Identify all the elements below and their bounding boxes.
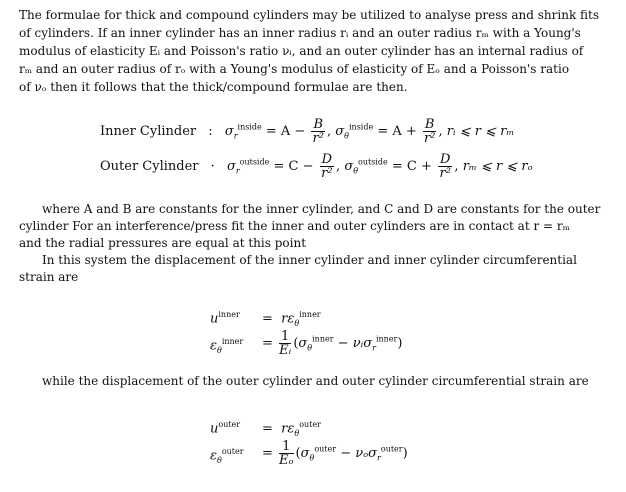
sigma: σ — [226, 159, 236, 174]
epsilon: ε — [210, 338, 217, 354]
sub: θ — [294, 318, 300, 328]
sup: inner — [375, 334, 398, 344]
paren: ( — [293, 336, 299, 351]
op: = C + — [387, 159, 436, 174]
u: u — [210, 421, 219, 437]
num: D — [321, 152, 333, 167]
equals: = — [262, 336, 273, 351]
op: − — [333, 336, 353, 351]
intro-line: rₘ and an outer radius of rₒ with a Young's modulus of elasticity of Eₒ and a Poisson's ratio — [19, 62, 570, 76]
den: Eᵢ — [279, 343, 292, 358]
sup: outside — [358, 157, 388, 167]
sup: inside — [348, 122, 374, 132]
epsilon: ε — [287, 421, 295, 437]
sup: outer — [314, 444, 337, 454]
sup: outside — [239, 157, 270, 167]
equals: = — [262, 421, 273, 437]
body-line: strain are — [19, 270, 79, 284]
r: r — [281, 311, 288, 327]
inner-displacement-eq — [210, 310, 240, 326]
nu: νₒ — [355, 446, 369, 461]
intro-line: of cylinders. If an inner cylinder has an inner radius rᵢ and an outer radius rₘ with a Young's — [19, 26, 581, 40]
fraction — [320, 153, 334, 180]
fraction — [279, 440, 294, 467]
sigma: σ — [335, 124, 345, 139]
den: r² — [439, 166, 451, 181]
intro-line: of νₒ then it follows that the thick/compound formulae are then. — [19, 80, 408, 94]
num: 1 — [281, 329, 290, 344]
paren: ) — [402, 446, 408, 461]
sigma: σ — [368, 446, 378, 461]
eq-rhs — [262, 420, 321, 438]
sub: θ — [344, 131, 349, 141]
inner-cylinder-equation: Inner Cylinder : $\sigma_r^{inside} = A$ − $\frac{B}{\text{r²}}$ , $\sigma_\theta^{inside} = A$ + $\frac{B}{\text{r²}}$ , rᵢ ⩽ r ⩽ rₘ — [100, 117, 515, 146]
sub: r — [233, 131, 238, 141]
sub: θ — [216, 455, 222, 465]
outer-strain-eq — [210, 447, 244, 465]
eq-rhs — [262, 330, 402, 357]
fraction — [438, 153, 452, 180]
r: r — [281, 421, 288, 437]
sub: θ — [309, 453, 315, 463]
num: D — [439, 152, 451, 167]
sub: r — [377, 453, 381, 463]
epsilon: ε — [287, 311, 295, 327]
epsilon: ε — [210, 448, 217, 464]
den: r² — [321, 166, 333, 181]
eq-rhs — [262, 440, 408, 467]
nu: νᵢ — [352, 336, 364, 351]
equals: = — [262, 446, 273, 461]
op: = A + — [373, 124, 421, 139]
sub: θ — [294, 428, 300, 438]
intro-line: modulus of elasticity Eᵢ and Poisson's ratio νᵢ, and an outer cylinder has an internal radius of — [19, 44, 584, 58]
sigma: σ — [224, 124, 234, 139]
range: rₘ ⩽ r ⩽ rₒ — [462, 159, 533, 174]
sub: θ — [216, 345, 222, 355]
sup: inner — [221, 337, 244, 346]
sub: r — [235, 166, 240, 176]
range: rᵢ ⩽ r ⩽ rₘ — [446, 124, 515, 139]
fraction — [423, 118, 437, 145]
intro-line: The formulae for thick and compound cylinders may be utilized to analyse press and shrink fits — [19, 8, 600, 22]
paren: ( — [295, 446, 301, 461]
den: r² — [423, 131, 436, 146]
fraction — [311, 118, 325, 145]
sup: outer — [218, 420, 241, 429]
eq-sep: : — [208, 124, 213, 139]
eq-label: Outer Cylinder — [100, 159, 199, 174]
op: = C − — [269, 159, 318, 174]
inner-strain-eq — [210, 337, 243, 355]
sigma: σ — [300, 446, 310, 461]
op: − — [336, 446, 356, 461]
equals: = — [262, 311, 273, 327]
eq-label: Inner Cylinder — [100, 124, 197, 139]
fraction — [279, 330, 291, 357]
sup: inside — [237, 122, 262, 132]
num: B — [313, 117, 324, 132]
den: r² — [312, 131, 324, 146]
sub: r — [372, 343, 376, 353]
sup: inner — [299, 310, 321, 319]
sub: θ — [353, 166, 359, 176]
sub: θ — [307, 343, 313, 353]
num: B — [424, 117, 435, 132]
sigma: σ — [298, 336, 308, 351]
sup: outer — [221, 447, 244, 456]
body-line: cylinder For an interference/press fit the inner and outer cylinders are in contact at r = rₘ — [19, 219, 570, 233]
outer-cylinder-equation: Outer Cylinder · $\sigma_r^{outside} = C$ − $\frac{D}{\text{r²}}$ , $\sigma_\theta^{outside} = C$ + $\frac{D}{\text{r²}}$ , rₘ ⩽ r ⩽ rₒ — [100, 152, 533, 181]
sigma: σ — [344, 159, 354, 174]
den: Eₒ — [279, 453, 294, 468]
paren: ) — [397, 336, 403, 351]
body-line: and the radial pressures are equal at this point — [19, 236, 307, 250]
sup: outer — [299, 420, 321, 429]
outer-displacement-eq — [210, 420, 240, 436]
sup: inner — [312, 334, 334, 344]
sigma: σ — [363, 336, 373, 351]
body-line: while the displacement of the outer cylinder and outer cylinder circumferential strain are — [42, 374, 589, 388]
body-line: In this system the displacement of the inner cylinder and inner cylinder circumferential — [42, 253, 577, 267]
eq-sep: · — [210, 159, 215, 174]
op: = A − — [261, 124, 310, 139]
body-line: where A and B are constants for the inner cylinder, and C and D are constants for the outer — [42, 202, 601, 216]
eq-rhs — [262, 310, 321, 328]
sup: inner — [218, 310, 240, 319]
num: 1 — [279, 440, 294, 454]
u: u — [210, 311, 219, 327]
sup: outer — [380, 444, 403, 454]
